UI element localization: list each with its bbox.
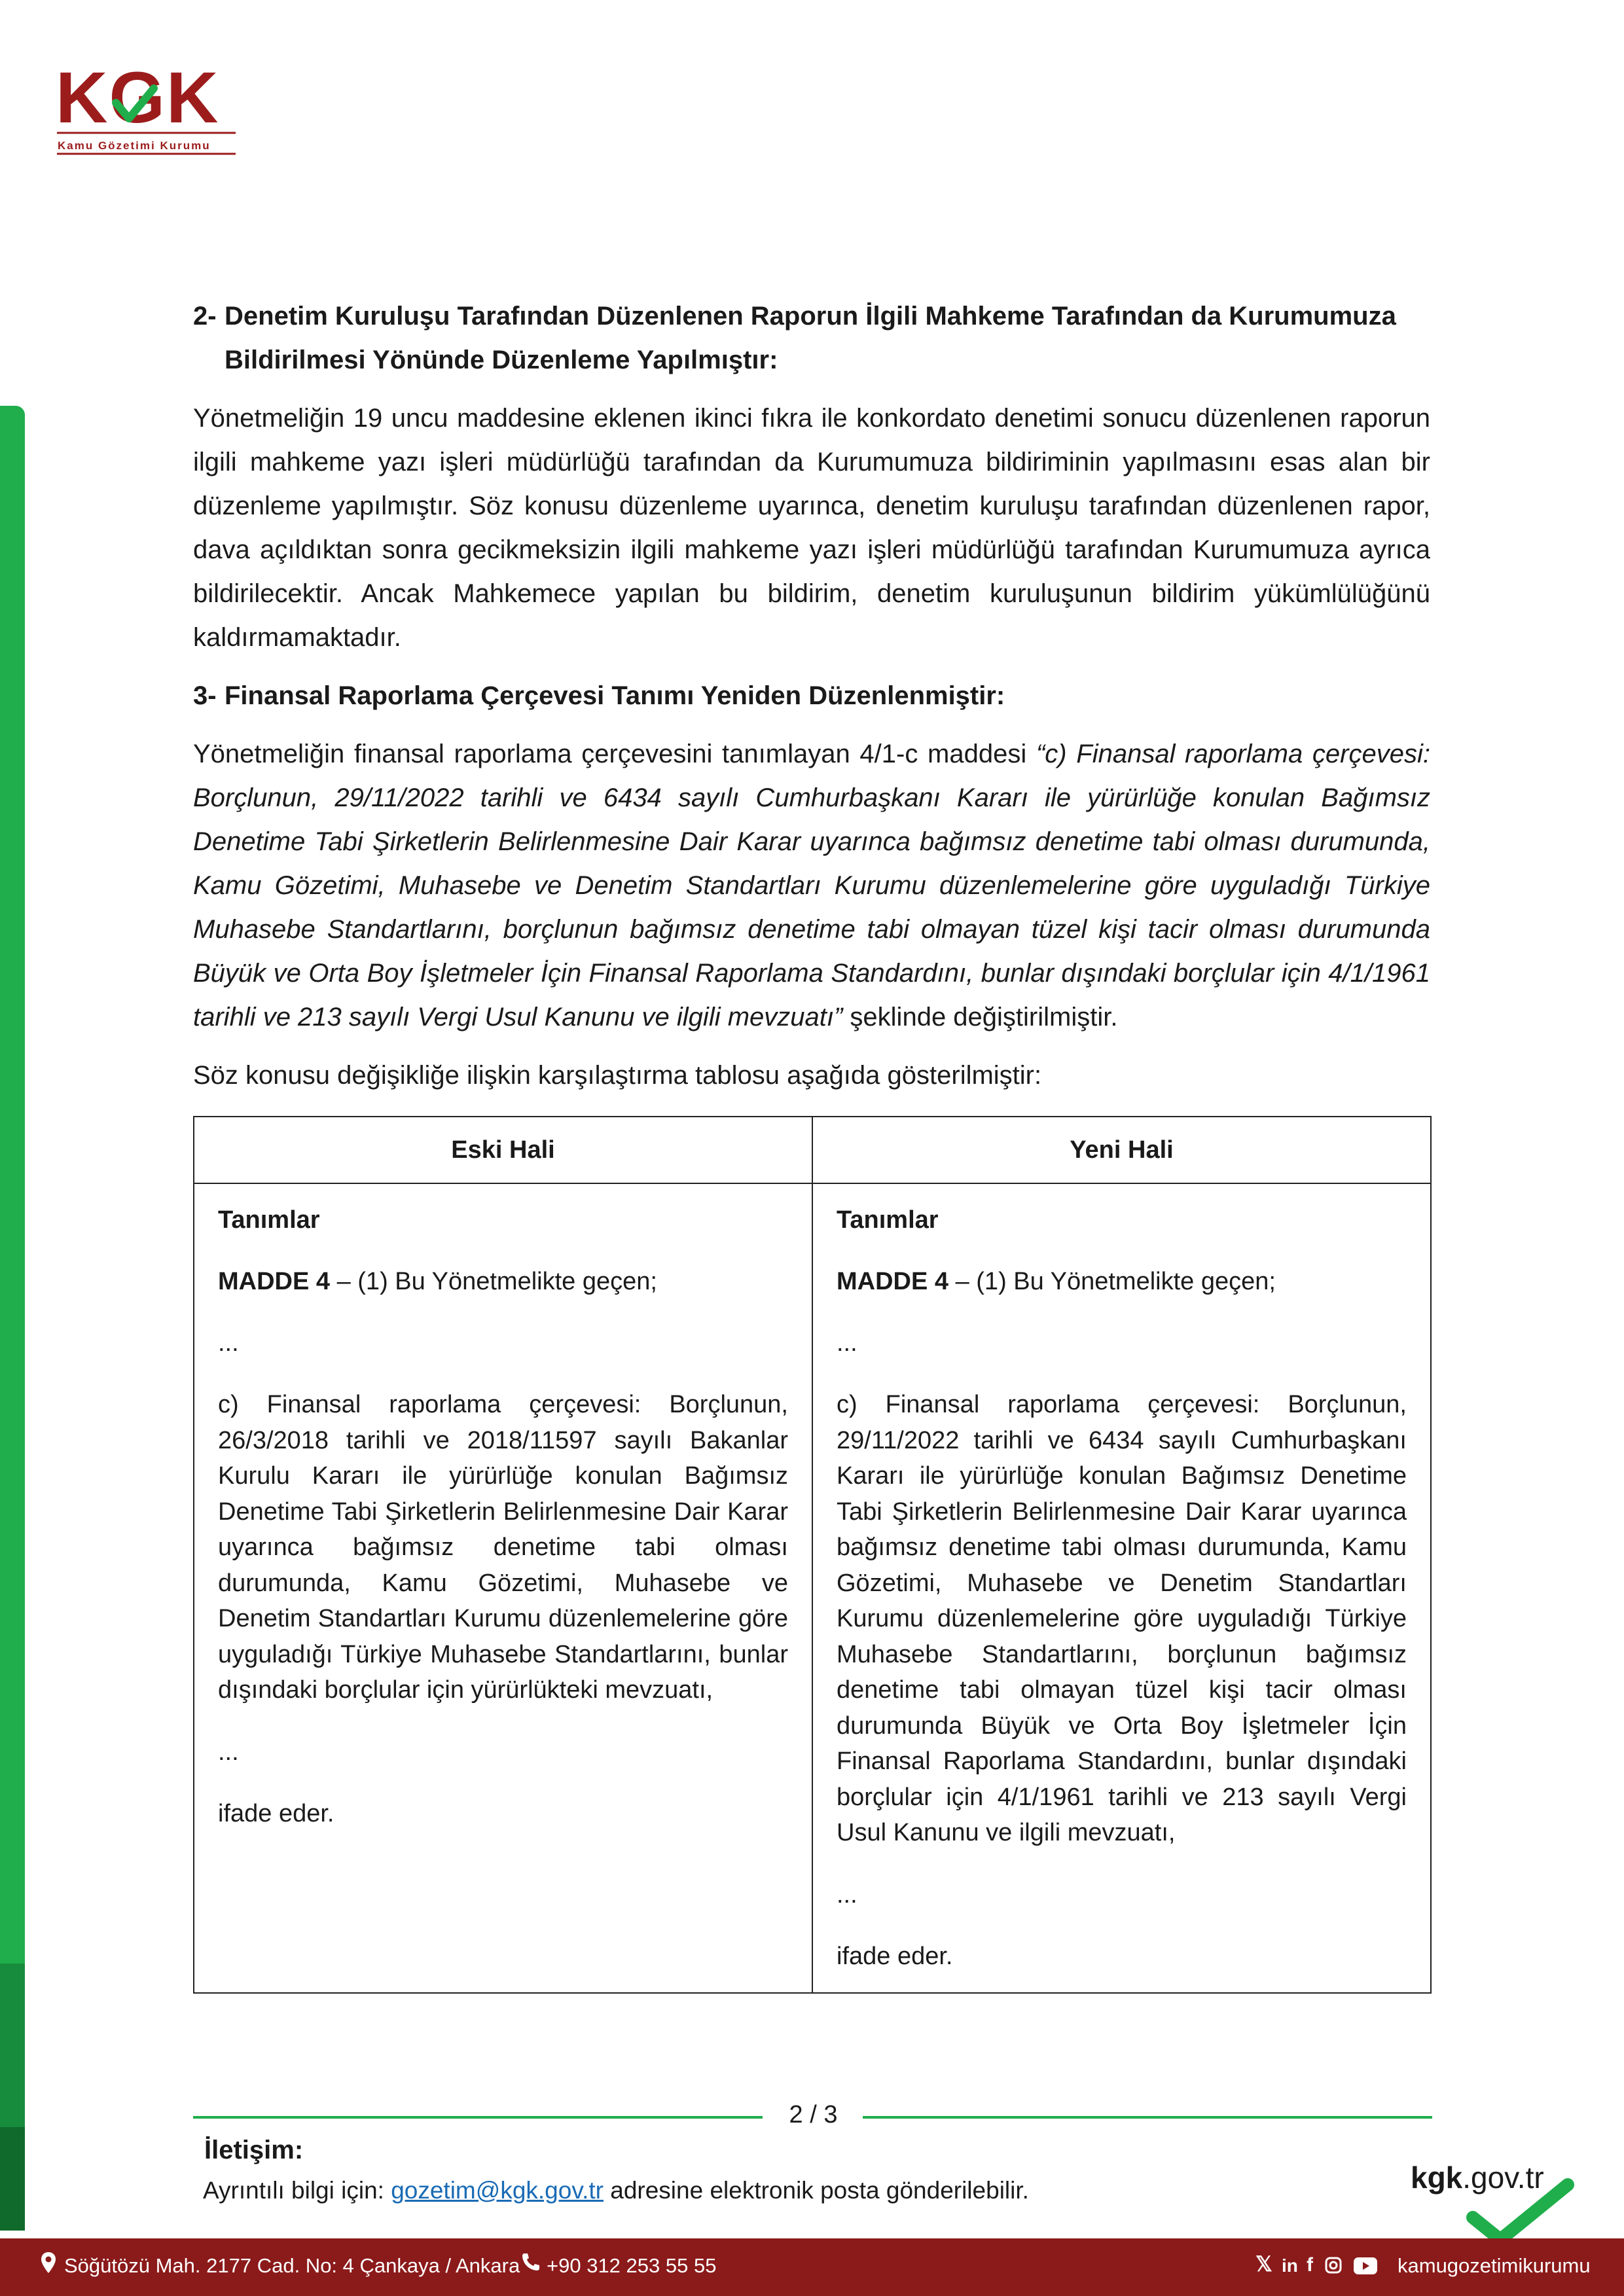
section-3-heading-text: Finansal Raporlama Çerçevesi Tanımı Yeniden Düzenlenmiştir: bbox=[225, 681, 1005, 710]
table-intro: Söz konusu değişikliğe ilişkin karşılaştırma tablosu aşağıda gösterilmiştir: bbox=[193, 1061, 1042, 1090]
contact-text bbox=[203, 2177, 1029, 2204]
table-row bbox=[194, 1183, 1431, 1993]
new-body: c) Finansal raporlama çerçevesi: Borçlunun, 29/11/2022 tarihli ve 6434 sayılı Cumhurbaşkanı Kararı ile yürürlüğe konulan Bağımsız Denetime Tabi Şirketlerin Belirlenmesine Dair Karar uyarınca bağımsız denetime tabi olması durumunda, Kamu Gözetimi, Muhasebe ve Denetim Standartları Kurumu düzenlemelerine göre uyguladığı Türkiye Muhasebe Standartlarını, borçlunun bağımsız denetime tabi olmayan tüzel kişi tacir olması durumunda Büyük ve Orta Boy İşletmeler İçin Finansal Raporlama Standardını, bunlar dışındaki borçlular için 4/1/1961 tarihli ve 213 sayılı Vergi Usul Kanunu ve ilgili mevzuatı, bbox=[837, 1391, 1407, 1846]
section-2-heading-line2: Bildirilmesi Yönünde Düzenleme Yapılmıştır: bbox=[225, 346, 778, 374]
brand-url-rest: .gov.tr bbox=[1462, 2161, 1544, 2195]
section-3-paragraph bbox=[193, 732, 1430, 1039]
facebook-icon[interactable]: f bbox=[1307, 2254, 1313, 2276]
old-closing: ifade eder. bbox=[218, 1799, 334, 1827]
old-madde bbox=[218, 1264, 788, 1299]
footer-address: Söğütözü Mah. 2177 Cad. No: 4 Çankaya / Ankara bbox=[64, 2254, 520, 2277]
linkedin-icon[interactable]: in bbox=[1282, 2255, 1298, 2276]
old-ellipsis-1: ... bbox=[218, 1329, 239, 1357]
section-3-number: 3- bbox=[193, 681, 217, 710]
new-version-cell bbox=[812, 1183, 1431, 1993]
table-header-row bbox=[194, 1117, 1431, 1183]
x-icon[interactable]: 𝕏 bbox=[1255, 2252, 1272, 2276]
document-body bbox=[193, 295, 1430, 1994]
location-icon bbox=[41, 2251, 56, 2279]
social-handle: kamugozetimikurumu bbox=[1398, 2254, 1591, 2277]
old-version-cell bbox=[194, 1183, 812, 1993]
section-3-quote: “c) Finansal raporlama çerçevesi: Borçlunun, 29/11/2022 tarihli ve 6434 sayılı Cumhurbaşkanı Kararı ile yürürlüğe konulan Bağımsız Denetime Tabi Şirketlerin Belirlenmesine Dair Karar uyarınca bağımsız denetime tabi olması durumunda, Kamu Gözetimi, Muhasebe ve Denetim Standartları Kurumu düzenlemelerine göre uyguladığı Türkiye Muhasebe Standartlarını, borçlunun bağımsız denetime tabi olmayan tüzel kişi tacir olması durumunda Büyük ve Orta Boy İşletmeler İçin Finansal Raporlama Standardını, bunlar dışındaki borçlular için 4/1/1961 tarihli ve 213 sayılı Vergi Usul Kanunu ve ilgili mevzuatı” bbox=[193, 740, 1430, 1031]
section-3-heading bbox=[193, 674, 1430, 718]
new-ellipsis-2: ... bbox=[837, 1880, 857, 1909]
section-2-heading-line1: Denetim Kuruluşu Tarafından Düzenlenen Raporun İlgili Mahkeme Tarafından da Kurumumuza bbox=[225, 302, 1396, 331]
contact-suffix: adresine elektronik posta gönderilebilir. bbox=[603, 2177, 1029, 2204]
logo-subtitle: Kamu Gözetimi Kurumu bbox=[58, 139, 211, 152]
left-accent-bar-mid bbox=[0, 1964, 25, 2127]
column-header-old: Eski Hali bbox=[194, 1117, 812, 1183]
new-madde-bold: MADDE 4 bbox=[837, 1268, 949, 1295]
new-ellipsis-1: ... bbox=[837, 1329, 857, 1357]
instagram-icon[interactable] bbox=[1325, 2257, 1342, 2277]
old-body: c) Finansal raporlama çerçevesi: Borçlunun, 26/3/2018 tarihli ve 2018/11597 sayılı Bakanlar Kurulu Kararı ile yürürlüğe konulan Bağımsız Denetime Tabi Şirketlerin Belirlenmesine Dair Karar uyarınca bağımsız denetime tabi olması durumunda, Kamu Gözetimi, Muhasebe ve Denetim Standartları Kurumu düzenlemelerine göre uyguladığı Türkiye Muhasebe Standartlarını, bunlar dışındaki borçlular için yürürlükteki mevzuatı, bbox=[218, 1391, 788, 1704]
section-2-heading bbox=[193, 295, 1430, 382]
old-madde-rest: – (1) Bu Yönetmelikte geçen; bbox=[330, 1268, 657, 1295]
footer-divider-left bbox=[193, 2116, 763, 2119]
new-madde-rest: – (1) Bu Yönetmelikte geçen; bbox=[948, 1268, 1276, 1295]
column-header-new: Yeni Hali bbox=[812, 1117, 1431, 1183]
contact-heading: İletişim: bbox=[204, 2136, 304, 2164]
section-3-end: şeklinde değiştirilmiştir. bbox=[842, 1003, 1118, 1031]
footer-divider-right bbox=[863, 2116, 1432, 2119]
left-accent-bar-dark bbox=[0, 2127, 25, 2231]
section-2-number: 2- bbox=[193, 302, 217, 331]
comparison-table bbox=[193, 1116, 1432, 1994]
section-2-paragraph: Yönetmeliğin 19 uncu maddesine eklenen ikinci fıkra ile konkordato denetimi sonucu düzenlenen raporun ilgili mahkeme yazı işleri müdürlüğü tarafından da Kurumumuza bildiriminin yapılmasını esas alan bir düzenleme yapılmıştır. Söz konusu düzenleme uyarınca, denetim kuruluşu tarafından düzenlenen rapor, dava açıldıktan sonra gecikmeksizin ilgili mahkeme yazı işleri müdürlüğü tarafından Kurumumuza ayrıca bildirilecektir. Ancak Mahkemece yapılan bu bildirim, denetim kuruluşunun bildirim yükümlülüğünü kaldırmamaktadır. bbox=[193, 404, 1430, 652]
phone-icon bbox=[520, 2251, 541, 2278]
section-3-intro: Yönetmeliğin finansal raporlama çerçevesini tanımlayan 4/1-c maddesi bbox=[193, 740, 1036, 768]
contact-email-link[interactable]: gozetim@kgk.gov.tr bbox=[391, 2177, 604, 2204]
new-closing: ifade eder. bbox=[837, 1942, 953, 1970]
page-number: 2 / 3 bbox=[789, 2101, 838, 2128]
old-title: Tanımlar bbox=[218, 1206, 320, 1234]
kgk-logo bbox=[56, 62, 239, 160]
youtube-icon[interactable] bbox=[1354, 2257, 1377, 2278]
new-madde bbox=[837, 1264, 1407, 1299]
new-title: Tanımlar bbox=[837, 1206, 939, 1234]
brand-url-bold: kgk bbox=[1411, 2161, 1463, 2195]
old-ellipsis-2: ... bbox=[218, 1738, 239, 1766]
footer-phone: +90 312 253 55 55 bbox=[547, 2254, 717, 2277]
old-madde-bold: MADDE 4 bbox=[218, 1268, 331, 1295]
left-accent-bar bbox=[0, 406, 25, 1964]
logo-letters: KGK bbox=[56, 62, 220, 138]
contact-prefix: Ayrıntılı bilgi için: bbox=[203, 2177, 391, 2204]
